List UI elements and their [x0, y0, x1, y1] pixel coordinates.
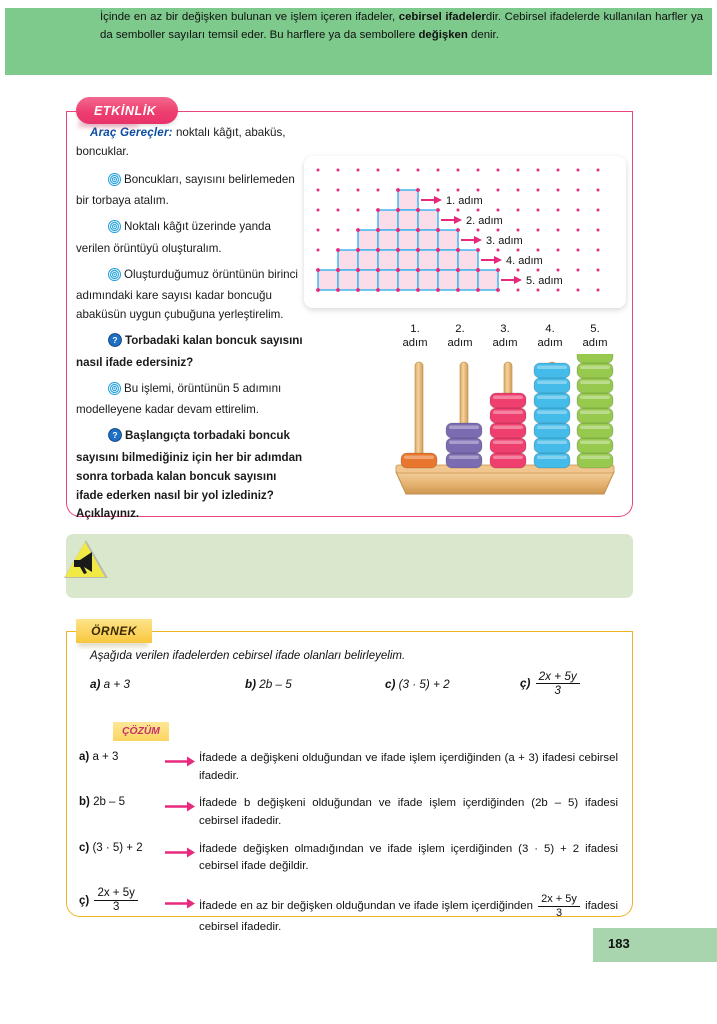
definition-info-box: [66, 534, 633, 598]
materials-label: Araç Gereçler:: [90, 126, 173, 139]
spiral-bullet-icon: [92, 173, 121, 193]
activity-step-2: [76, 218, 304, 259]
svg-text:1. adım: 1. adım: [446, 195, 483, 207]
example-tag: ÖRNEK: [76, 619, 152, 643]
warning-megaphone-icon: [62, 537, 110, 581]
solution-row-a: [79, 750, 618, 785]
choice-b: [245, 678, 292, 691]
example-choices: [90, 670, 620, 716]
abacus-column-labels: [390, 322, 620, 350]
materials-value: noktalı kâğıt, abaküs, boncuklar.: [76, 126, 286, 158]
definition-term-1: cebirsel ifadeler: [398, 11, 486, 23]
activity-tag: ETKİNLİK: [76, 97, 178, 124]
example-intro: Aşağıda verilen ifadelerden cebirsel ifade olanları belirleyelim.: [90, 650, 406, 662]
svg-text:3. adım: 3. adım: [486, 235, 523, 247]
activity-step-5-text: Bu işlemi, örüntünün 5 adımını modelleyene kadar devam ettirelim.: [76, 381, 282, 417]
spiral-bullet-icon: [92, 220, 121, 240]
choice-c: [385, 678, 450, 691]
definition-term-2: değişken: [418, 29, 468, 42]
abacus-label-5: 5. adım: [582, 323, 608, 350]
choice-b-label: b): [245, 678, 257, 691]
solution-c-expression: (3 · 5) + 2: [92, 841, 143, 854]
activity-step-6-text: Başlangıçta torbadaki boncuk sayısını bilmediğiniz için her bir adımdan sonra torbada kalan boncuk sayısını ifade ederken nasıl bir yol izlediniz? Açıklayınız.: [76, 429, 303, 521]
arrow-right-icon: [165, 841, 199, 863]
solution-c-label: c): [79, 841, 90, 854]
choice-a: [90, 678, 130, 691]
abacus-label-4: 4. adım: [537, 323, 563, 350]
activity-step-2-text: Noktalı kâğıt üzerinde yanda verilen örüntüyü oluşturalım.: [76, 220, 271, 255]
solution-b-expression: 2b – 5: [93, 796, 126, 809]
solution-row-b: [79, 795, 618, 830]
example-box: [66, 632, 633, 934]
solution-b-text: İfadede b değişkeni olduğundan ve ifade işlem içerdiğinden (2b – 5) ifadesi cebirsel ifadedir.: [199, 797, 618, 828]
solution-c-expr: [79, 841, 165, 854]
svg-text:2. adım: 2. adım: [466, 215, 503, 227]
solution-cc-denominator: 3: [112, 901, 120, 914]
solution-a-text: İfadede a değişkeni olduğundan ve ifade işlem içerdiğinden (a + 3) ifadesi cebirsel ifadedir.: [199, 752, 618, 782]
solution-a-expression: a + 3: [92, 751, 119, 763]
solution-b-label: b): [79, 796, 90, 809]
arrow-right-icon: [165, 795, 199, 817]
solution-cc-text: [199, 886, 618, 937]
activity-step-1: [76, 171, 304, 212]
activity-step-4: [76, 332, 304, 373]
solution-cc-inline-numerator: 2x + 5y: [538, 893, 580, 907]
activity-text-column: [76, 124, 304, 531]
svg-text:4. adım: 4. adım: [506, 255, 543, 267]
choice-cc-fraction: [536, 670, 580, 698]
solution-cc-numerator: 2x + 5y: [94, 887, 137, 901]
solution-c-text: İfadede değişken olmadığından ve ifade işlem içerdiğinden (3 · 5) + 2 ifadesi cebirsel ifade değildir.: [199, 842, 618, 873]
activity-step-3-text: Oluşturduğumuz örüntünün birinci adımındaki kare sayısı kadar boncuğu abaküsün uygun çubuğuna yerleştirelim.: [76, 267, 299, 322]
choice-cc-label: ç): [520, 677, 531, 691]
choice-c-cedilla: [520, 670, 582, 698]
svg-text:5. adım: 5. adım: [526, 275, 563, 287]
question-bullet-icon: [92, 428, 122, 449]
solution-cc-expr: [79, 886, 165, 914]
definition-text: [100, 8, 703, 44]
solution-cc-fraction: [94, 887, 137, 914]
question-bullet-icon: [92, 333, 122, 354]
choice-cc-denominator: 3: [554, 684, 561, 698]
solution-cc-text-after: ifadesi cebirsel ifadedir.: [199, 900, 619, 934]
choice-cc-numerator: 2x + 5y: [536, 670, 580, 684]
spiral-bullet-icon: [92, 382, 121, 402]
solution-cc-inline-fraction: [538, 893, 580, 919]
arrow-right-icon: [165, 886, 199, 914]
solution-list: [79, 750, 618, 947]
definition-part-1: İçinde en az bir değişken bulunan ve işlem içeren ifadeler,: [100, 11, 399, 23]
activity-step-6: [76, 427, 304, 524]
materials-line: [76, 124, 304, 162]
solution-cc-inline-denominator: 3: [555, 906, 563, 919]
solution-a-label: a): [79, 751, 90, 763]
choice-b-expr: 2b – 5: [259, 678, 292, 691]
arrow-right-icon: [165, 750, 199, 772]
choice-a-expr: a + 3: [103, 678, 130, 691]
abacus-label-3: 3. adım: [492, 323, 518, 350]
definition-part-2: dir. Cebirsel ifadelerde kullanılan harfler ya da semboller sayıları temsil eder. Bu harflere ya da sembollere: [100, 11, 703, 42]
choice-c-label: c): [385, 678, 396, 691]
activity-step-4-text: Torbadaki kalan boncuk sayısını nasıl ifade edersiniz?: [76, 334, 303, 369]
solution-tag: ÇÖZÜM: [113, 722, 169, 741]
choice-a-label: a): [90, 678, 101, 691]
pattern-diagram-svg: [304, 156, 626, 308]
spiral-bullet-icon: [92, 268, 121, 288]
abacus-svg: [390, 354, 620, 504]
solution-row-c: [79, 841, 618, 876]
solution-b-expr: [79, 795, 165, 808]
pattern-diagram-panel: [304, 156, 626, 308]
abacus-label-1: 1. adım: [402, 323, 428, 350]
solution-cc-text-before: İfadede en az bir değişken olduğundan ve ifade işlem içerdiğinden: [199, 900, 537, 913]
solution-cc-label: ç): [79, 894, 90, 907]
svg-text:?: ?: [112, 430, 118, 441]
page-number: 183: [608, 936, 630, 951]
activity-step-1-text: Boncukları, sayısını belirlemeden bir torbaya atalım.: [76, 172, 295, 208]
svg-text:?: ?: [112, 335, 118, 346]
choice-c-expr: (3 · 5) + 2: [398, 678, 450, 691]
activity-step-3: [76, 266, 304, 325]
definition-part-3: denir.: [467, 29, 499, 42]
abacus-figure: [390, 322, 620, 504]
abacus-label-2: 2. adım: [447, 323, 473, 350]
solution-row-c-cedilla: [79, 886, 618, 937]
solution-a-expr: [79, 750, 165, 763]
activity-step-5: [76, 380, 304, 421]
